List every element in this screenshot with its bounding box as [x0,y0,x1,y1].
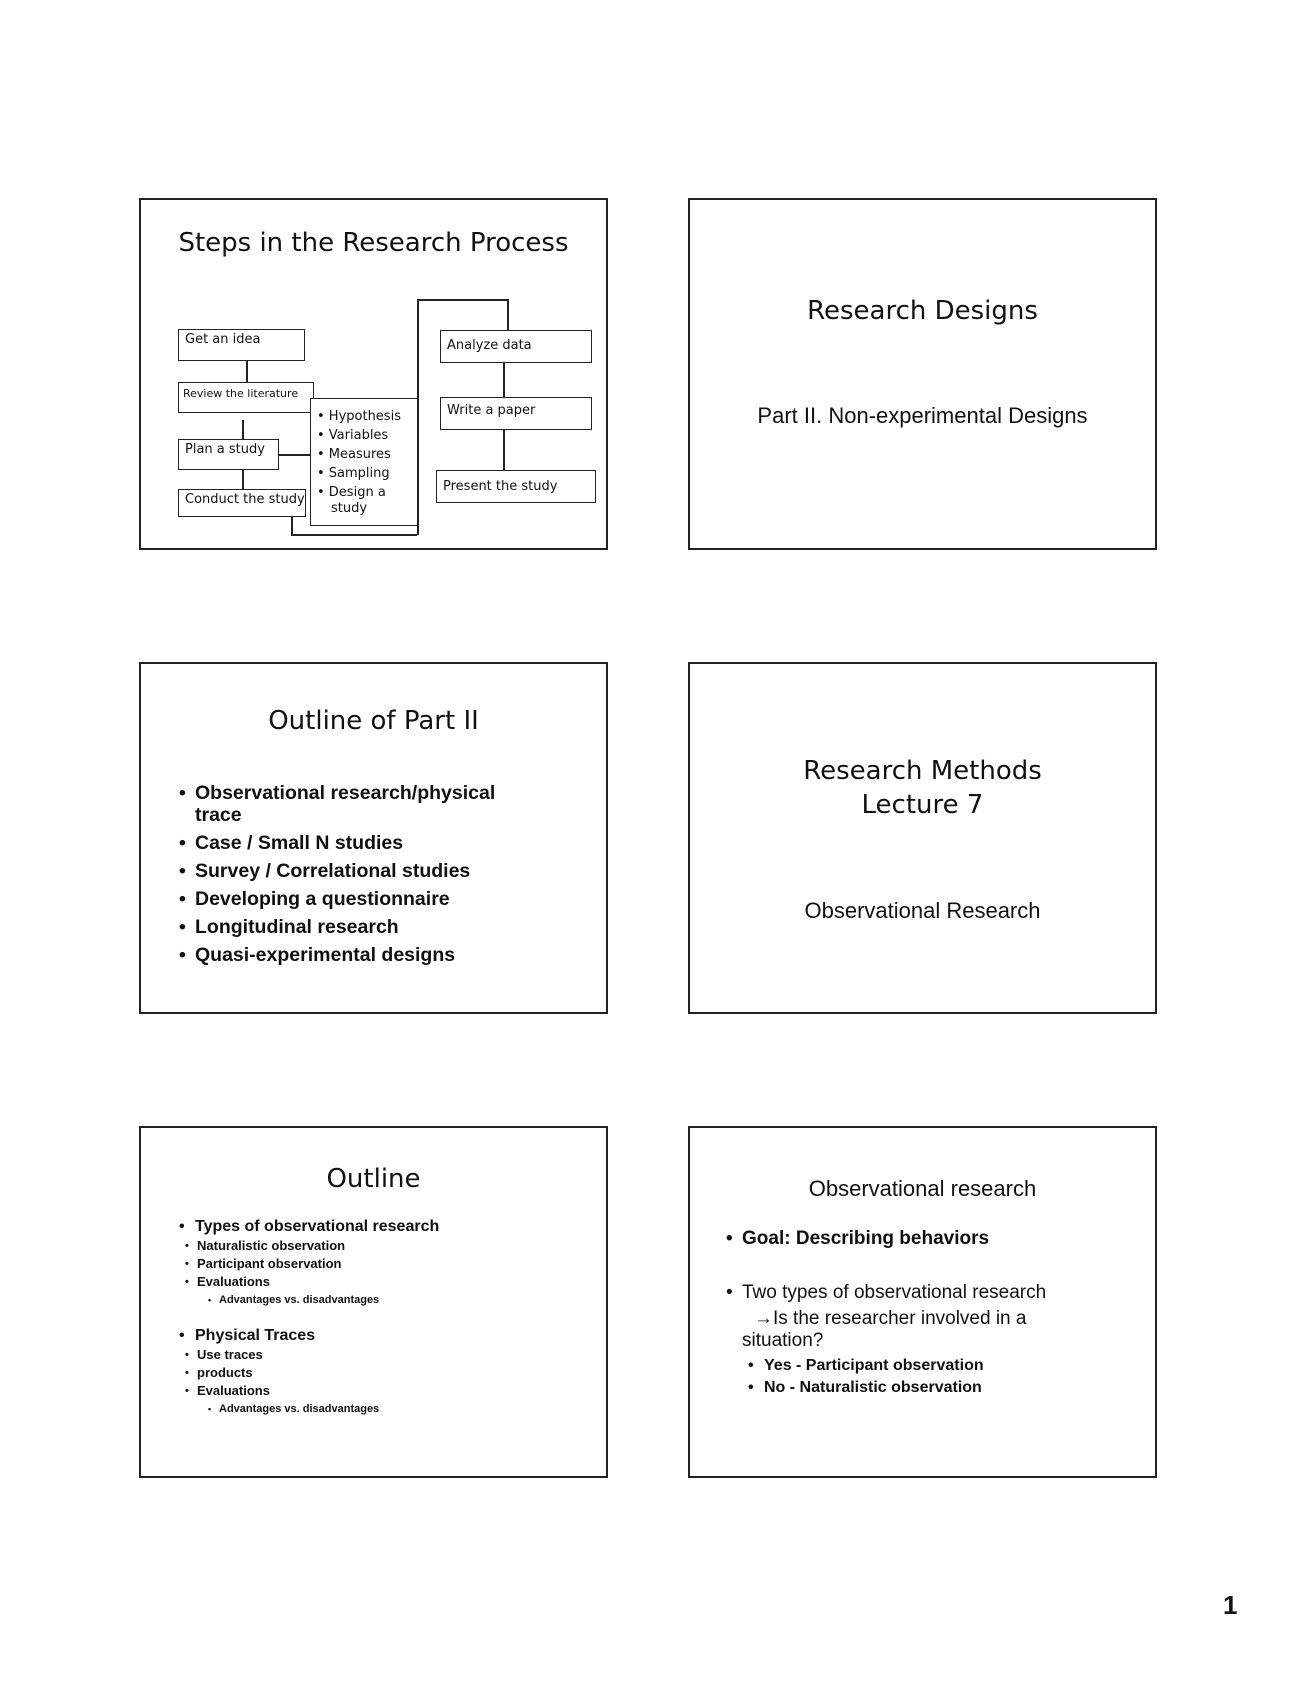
connector-line [503,363,505,397]
sub-sub-item: • Advantages vs. disadvantages [159,1291,439,1309]
detail-item: • Hypothesis [317,409,401,424]
list-item-continuation: trace [195,804,242,826]
slide-title: Research Designs [807,296,1038,326]
slide-outline [139,1126,608,1478]
list-item: • Developing a questionnaire [177,888,495,910]
yes-item: • Yes - Participant observation [746,1355,1046,1377]
slide-title: Steps in the Research Process [178,228,569,258]
list-item: • Case / Small N studies [177,832,495,854]
connector-line [278,454,310,456]
flow-box-conduct-study: Conduct the study [178,489,306,517]
page-number: 1 [1223,1590,1238,1620]
slide-research-designs [688,198,1157,550]
slide-subtitle: Observational Research [804,898,1041,923]
slide-title [690,754,1155,822]
connector-line [507,299,509,330]
slide-subtitle: Part II. Non-experimental Designs [757,403,1088,428]
connector-line [246,360,248,382]
flow-box-plan-study: Plan a study [178,439,279,470]
connector-line [291,534,417,536]
connector-line [417,299,508,301]
list-item: • Quasi-experimental designs [177,944,495,966]
study-design-details [310,398,418,526]
no-item: • No - Naturalistic observation [746,1377,1046,1399]
list-item: • Survey / Correlational studies [177,860,495,882]
sub-item: • Participant observation [159,1255,439,1273]
goal-text: Describing behaviors [790,1228,990,1249]
list-item [177,782,495,826]
slide-title: Outline of Part II [268,706,479,736]
connector-line [242,470,244,489]
flow-box-write-paper: Write a paper [440,397,592,430]
slide-observational-research [688,1126,1157,1478]
detail-item: • Variables [317,428,389,443]
flow-box-analyze-data: Analyze data [440,330,592,363]
sub-sub-item: • Advantages vs. disadvantages [159,1400,439,1418]
list-item: • Types of observational research [177,1216,439,1237]
flow-box-review-literature: Review the literature [178,382,314,413]
question-line: situation? [742,1330,824,1351]
slide-steps-research-process [139,198,608,550]
sub-item: • Evaluations [159,1382,439,1400]
outline-list [177,1216,439,1418]
slide-title: Outline [326,1164,421,1194]
detail-item: • Measures [317,447,391,462]
arrow-right-icon: → [754,1308,773,1329]
flow-box-get-idea: Get an idea [178,329,305,361]
detail-item-continuation: study [331,501,368,516]
list-item-text: • Observational research/physical [195,782,496,804]
goal-item [724,1228,1046,1250]
goal-label: Goal: [742,1228,791,1249]
sub-item: • products [159,1364,439,1382]
connector-line [242,420,244,439]
connector-line [503,430,505,470]
slide-title-line: Lecture 7 [861,790,984,820]
list-item: • Longitudinal research [177,916,495,938]
slide-title: Observational research [808,1176,1037,1201]
sub-item: • Naturalistic observation [159,1237,439,1255]
types-item: • Two types of observational research [724,1282,1046,1304]
detail-item: • Design a [317,485,386,500]
list-item: • Physical Traces [177,1325,439,1346]
slide-title-line: Research Methods [803,756,1042,786]
question-line [724,1308,1046,1330]
slide-outline-part-ii [139,662,608,1014]
content-list [724,1228,1046,1399]
sub-item: • Evaluations [159,1273,439,1291]
sub-item: • Use traces [159,1346,439,1364]
slide-research-methods-lecture [688,662,1157,1014]
outline-list [177,782,495,966]
detail-item: • Sampling [317,466,390,481]
question-text: Is the researcher involved in a [773,1308,1027,1329]
flow-box-present-study: Present the study [436,470,596,503]
